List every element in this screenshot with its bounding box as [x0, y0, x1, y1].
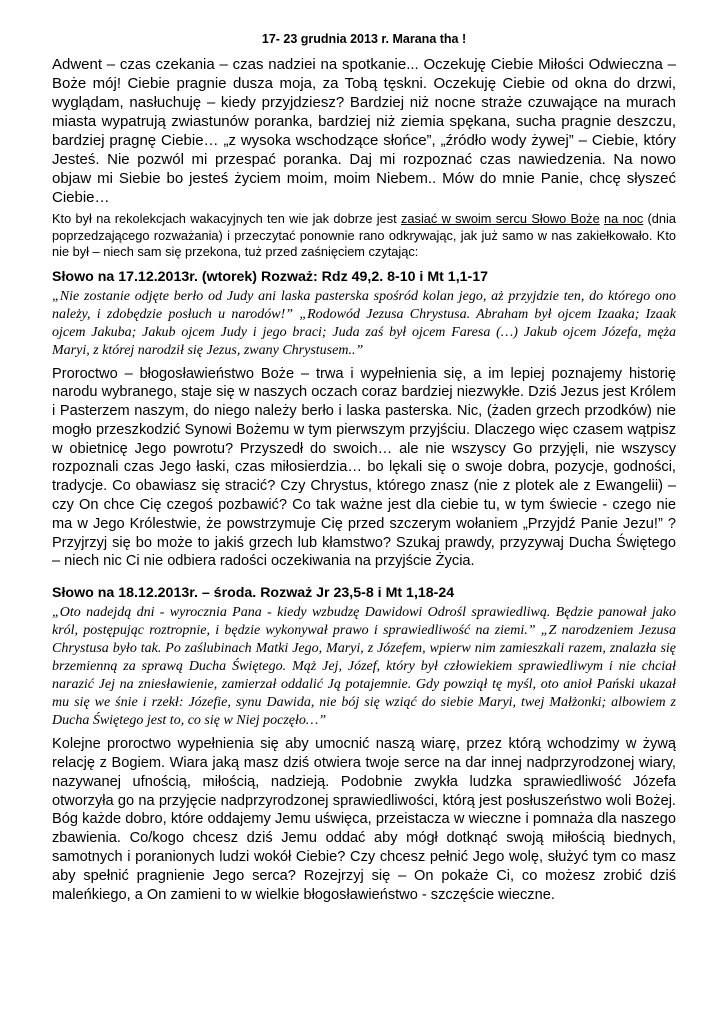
section-heading: Słowo na 17.12.2013r. (wtorek) Rozważ: Rdz 49,2. 8-10 i Mt 1,1-17 — [52, 268, 489, 285]
section-17-12 — [52, 269, 676, 572]
reflection-paragraph: Proroctwo – błogosławieństwo Boże – trwa i wypełnienia się, a im lepiej poznajemy historię narodu wybranego, staje się w naszych oczach coraz bardziej niezwykłe. Dziś Jezus jest Królem i Pasterzem naszym, do niego należy berło i laska pasterska. Nic, (żaden grzech przodków) nie mogło przeszkodzić Synowi Bożemu w tym pierwszym przyjściu. Dlaczego więc czasem wątpisz w obietnicę Jego powrotu? Przyszedł do swoich… ale nie wszyscy Go przyjęli, nie wszyscy rozpoznali czas Jego łaski, czas miłosierdzia… bo lękali się o swoje dobra, pozycje, godności, tradycje. Co obawiasz się stracić? Czy Chrystus, którego znasz (nie z plotek ale z Ewangelii) – czy On chce Cię czegoś pozbawić? Co tak ważne jest dla ciebie tu, w tym świecie - czego nie ma w Jego Królestwie, że powstrzymuje Cię przed szczerym wołaniem „Przyjdź Panie Jezu!” ? Przyjrzyj się bo może to jakiś grzech lub kłamstwo? Szukaj prawdy, przyzywaj Ducha Świętego – niech nic Ci nie odbiera radości oczekiwania na przyjście Życia. — [52, 365, 676, 570]
reflection-paragraph: Kolejne proroctwo wypełnienia się aby umocnić naszą wiarę, przez którą wchodzimy w żywą relację z Bogiem. Wiara jaką masz dziś otwiera twoje serce na dar innej nadprzyrodzonej wiary, nazywanej ufnością, miłością, nadzieją. Podobnie zwykła ludzka sprawiedliwość Józefa otworzyła go na przyjęcie nadprzyrodzonej sprawiedliwości, którą jest posłuszeństwo woli Bożej. Bóg każde dobro, które oddajemy Jemu uświęca, przeistacza w wieczne i pomnaża dla naszego zbawienia. Co/kogo chcesz dziś Jemu oddać aby mógł dotknąć swoją miłością biednych, samotnych i poranionych ludzi wokół Ciebie? Czy chcesz pełnić Jego wolę, służyć tym co masz aby spełnić pragnienie Jego serca? Rozejrzyj się – On pokaże Ci, co możesz zrobić dziś maleńkiego, a On zamieni to w wielkie błogosławieństwo - szczęście wieczne. — [52, 736, 676, 903]
note-text-start: Kto był na rekolekcjach wakacyjnych ten wie jak dobrze jest — [52, 211, 402, 226]
note-underlined-na-noc: na noc — [604, 211, 644, 226]
section-heading: Słowo na 18.12.2013r. – środa. Rozważ Jr 23,5-8 i Mt 1,18-24 — [52, 585, 455, 602]
scripture-quote: „Oto nadejdą dni - wyrocznia Pana - kiedy wzbudzę Dawidowi Odrośl sprawiedliwą. Będzie panował jako król, postępując roztropnie, i będzie wykonywał prawo i sprawiedliwość na ziemi.” „Z narodzeniem Jezusa Chrystusa było tak. Po zaślubinach Matki Jego, Maryi, z Józefem, wpierw nim zamieszkali razem, znalazła się brzemienną za sprawą Ducha Świętego. Mąż Jej, Józef, który był człowiekiem sprawiedliwym i nie chciał narazić Jej na zniesławienie, zamierzał oddalić Ją potajemnie. Gdy powziął tę myśl, oto anioł Pański ukazał mu się we śnie i rzekł: Józefie, synu Dawida, nie bój się wziąć do siebie Maryi, twej Małżonki; albowiem z Ducha Świętego jest to, co się w Niej poczęło…” — [52, 605, 676, 729]
section-18-12 — [52, 585, 676, 904]
note-text-end: (dnia poprzedzającego rozważania) i przeczytać ponownie rano odkrywając, jak już samo w nas zakiełkowało. Kto nie był – niech sam się przekona, tuż przed zaśnięciem czytając: — [52, 211, 676, 259]
page-title: 17- 23 grudnia 2013 r. Marana tha ! — [261, 32, 467, 46]
instruction-note — [52, 211, 676, 261]
intro-paragraph: Adwent – czas czekania – czas nadziei na spotkanie... Oczekuję Ciebie Miłości Odwieczna – Boże mój! Ciebie pragnie dusza moja, za Tobą tęskni. Oczekuję Ciebie od okna do drzwi, wyglądam, nasłuchuję – kiedy przyjdziesz? Bardziej niż nocne straże czuwające na murach miasta wypatrują zwiastunów poranka, bardziej niż ziemia spękana, sucha pragnie deszczu, bardziej pragnę Ciebie… „z wysoka wschodzące słońce”, „źródło wody żywej” – Ciebie, który Jesteś. Nie pozwól mi przespać poranka. Daj mi rozpoznać czas nawiedzenia. Na nowo objaw mi Siebie bo jesteś życiem moim, moim Niebem.. Mów do mnie Panie, chcę słyszeć Ciebie… — [52, 56, 676, 206]
note-underlined-phrase: zasiać w swoim sercu Słowo Boże — [401, 211, 600, 226]
scripture-quote: „Nie zostanie odjęte berło od Judy ani laska pasterska spośród kolan jego, aż przyjdzie ten, do którego ono należy, i zdobędzie posłuch u narodów!” „Rodowód Jezusa Chrystusa. Abraham był ojcem Izaaka; Izaak ojcem Jakuba; Jakub ojcem Judy i jego braci; Juda zaś był ojcem Faresa (…) Jakub ojcem Józefa, męża Maryi, z której narodził się Jezus, zwany Chrystusem..” — [52, 288, 676, 358]
document-page — [52, 32, 676, 918]
